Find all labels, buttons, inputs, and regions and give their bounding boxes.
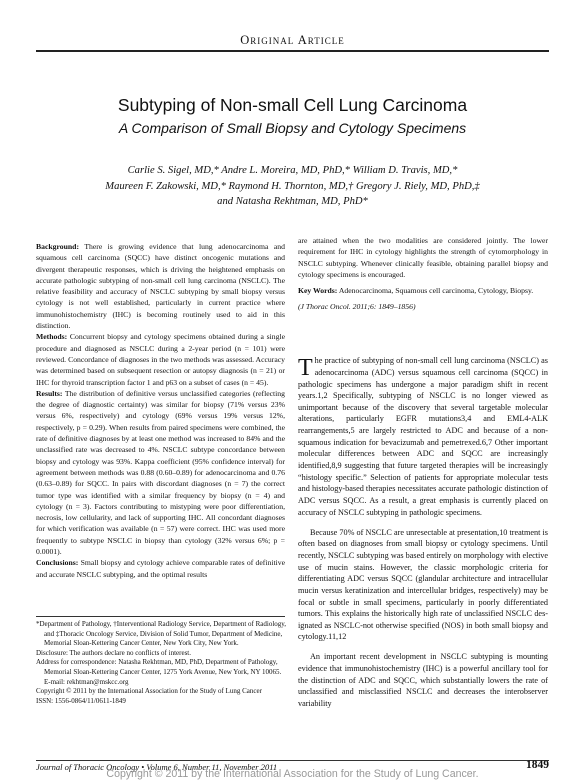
footer-journal: Journal of Thoracic Oncology • Volume 6, Number 11, November 2011 bbox=[36, 762, 278, 772]
header-rule bbox=[36, 50, 549, 52]
copyright-watermark: Copyright © 2011 by the International Association for the Study of Lung Cancer. bbox=[106, 768, 479, 780]
citation: (J Thorac Oncol. 2011;6: 1849–1856) bbox=[298, 302, 416, 312]
background-text: There is growing evidence that lung adenocarcinoma and squamous cell carcinoma (SQCC) have distinct oncogenic mutations and divergent therapeutic responses, which is driving the heightened emphasis on accurate pathologic subtyping of non-small cell lung carcinoma (NSCLC). The relative feasibility and accuracy of NSCLC subtyping by small biopsy versus cytology is not well established, particularly in current practice where immunohistochemistry (IHC) is becoming routinely used to aid in this distinction. bbox=[36, 242, 285, 331]
author-line: and Natasha Rekhtman, MD, PhD* bbox=[217, 196, 368, 207]
author-list bbox=[40, 163, 545, 210]
abstract-methods bbox=[36, 331, 285, 387]
conclusions-continued: are attained when the two modalities are considered jointly. The lower requirement for IHC in cytology highlights the strength of cytomorphology in NSCLC subtyping. Whenever clinically feasible, obtaining parallel biopsy and cytology specimens is encouraged. bbox=[298, 236, 548, 279]
footnote-affiliations: *Department of Pathology, †Interventional Radiology Service, Department of Radiology, and ‡Thoracic Oncology Service, Division of Solid Tumor, Department of Medicine, Memorial Sloan-Kettering Cancer Center, New York City, New York. bbox=[36, 620, 287, 648]
footnote-disclosure: Disclosure: The authors declare no conflicts of interest. bbox=[36, 648, 191, 657]
footnote-issn: ISSN: 1556-0864/11/0611-1849 bbox=[36, 696, 126, 705]
results-text: The distribution of definitive versus unclassified categories (reflecting the degree of diagnostic certainty) was similar for biopsy (71% versus 23% versus 6%, respectively) and cytology (69% versus 19% versus 12%, respectively, p = 0.29). When results from paired specimens were combined, the rate of definitive diagnoses by at least one method was increased to 84% and the unclassified rate was decreased to 4%. NSCLC subtype concordance between biopsy and cytology was 93%. Kappa coefficient (95% confidence interval) for agreement between methods was 0.88 (0.60–0.89) for adenocarcinoma and 0.76 (0.63–0.89) for SQCC. In pairs with discordant diagnoses (n = 7) the correct tumor type was identified with a similar frequency by biopsy (n = 4) and cytology (n = 3). Factors contributing to mistyping were poor differentiation, necrosis, low cellularity, and lack of supporting IHC. All concordant diagnoses for which verification was available (n = 57) were correct. IHC was used more frequently to subtype NSCLC in biopsy than cytology (32% versus 6%; p = 0.0001). bbox=[36, 388, 285, 557]
page-number: 1849 bbox=[526, 759, 549, 771]
footnotes bbox=[36, 620, 288, 706]
body-paragraph-1: The practice of subtyping of non-small cell lung carcinoma (NSCLC) as adenocarcinoma (ADC) versus squamous cell carcinoma (SQCC) in pathologic specimens has undergone a major paradigm shift in recent years.1,2 Specifically, subtyping of NSCLC is no longer viewed as unimportant because of the discovery that several targetable molecular alterations, particularly EGFR mutations3,4 and EML4-ALK rearrangements,5 are largely restricted to ADC and because of a non-squamous indication for bevacizumab and pemetrexed.6,7 Other important molecular differences between ADC and SQCC are increasingly identified,8,9 suggesting that future targeted therapies will be increasingly “histology specific.” Selection of patients for appropriate molecular tests and histology-based therapies necessitates accurate pathologic distinction of ADC versus SQCC. As a result, a great emphasis is currently placed on accuracy of NSCLC subtyping in pathologic specimens. bbox=[298, 355, 548, 517]
footnote-correspondence: Address for correspondence: Natasha Rekhtman, MD, PhD, Department of Pathology, Memorial Sloan-Kettering Cancer Center, 1275 York Avenue, New York, NY 10065. E-mail: rekhtman@mskcc.org bbox=[36, 658, 282, 686]
body-paragraph-2: Because 70% of NSCLC are unresectable at presentation,10 treatment is often based on diagnoses from small biopsy or cytology specimens. Until recently, NSCLC subtyping was based entirely on morphology with elective use of mucin stains. However, the classic morphologic criteria for differentiating ADC versus SQCC (glandular architecture and intracellular mucin versus keratinization and intercellular bridges, respectively) may be focal or subtle in small specimens, particularly in poorly differentiated tumors. This explains the historically high rate of unclassified NSCLC designated as NSCLC-not otherwise specified (NOS) in both small biopsy and cytology.11,12 bbox=[298, 527, 548, 642]
author-line: Carlie S. Sigel, MD,* Andre L. Moreira, MD, PhD,* William D. Travis, MD,* bbox=[127, 165, 458, 176]
abstract-results bbox=[36, 388, 285, 557]
body-text bbox=[298, 347, 548, 718]
conclusions-label: Conclusions: bbox=[36, 558, 79, 568]
footnote-rule bbox=[36, 616, 285, 617]
body-paragraph-3: An important recent development in NSCLC subtyping is mounting evidence that immunohistochemistry (IHC) is a powerful ancillary tool for the distinction of ADC and SQCC, which substantially lowers the rate of unclassified and misclassified NSCLC and decreases the interobserver variability bbox=[298, 652, 548, 708]
abstract-background bbox=[36, 241, 285, 331]
article-title: Subtyping of Non-small Cell Lung Carcinoma bbox=[117, 95, 468, 115]
keywords-label: Key Words: bbox=[298, 286, 338, 296]
results-label: Results: bbox=[36, 388, 63, 398]
author-line: Maureen F. Zakowski, MD,* Raymond H. Thornton, MD,† Gregory J. Riely, MD, PhD,‡ bbox=[105, 180, 480, 192]
section-label: Original Article bbox=[240, 33, 345, 47]
abstract-left-column bbox=[36, 241, 285, 580]
footnote-copyright: Copyright © 2011 by the International Association for the Study of Lung Cancer bbox=[36, 687, 262, 696]
methods-label: Methods: bbox=[36, 332, 68, 342]
keywords-text: Adenocarcinoma, Squamous cell carcinoma, Cytology, Biopsy. bbox=[338, 286, 534, 296]
conclusions-text: Small biopsy and cytology achieve comparable rates of definitive and accurate NSCLC subtyping, and the optimal results bbox=[36, 558, 286, 579]
article-subtitle: A Comparison of Small Biopsy and Cytology Specimens bbox=[118, 120, 467, 136]
footer-rule bbox=[36, 760, 549, 761]
drop-cap: T bbox=[298, 355, 313, 382]
methods-text: Concurrent biopsy and cytology specimens obtained during a single procedure and diagnosed as NSCLC during a 2-year period (n = 101) were reviewed. Concordance of diagnoses in the two methods was assessed. Accuracy was determined based on subsequent resection or autopsy diagnosis (n = 21) or IHC for thyroid transcription factor 1 and p63 on a subset of cases (n = 45). bbox=[36, 332, 285, 387]
abstract-conclusions bbox=[36, 557, 285, 580]
keywords bbox=[298, 285, 548, 296]
background-label: Background: bbox=[36, 242, 80, 251]
abstract-right-column bbox=[298, 235, 548, 313]
